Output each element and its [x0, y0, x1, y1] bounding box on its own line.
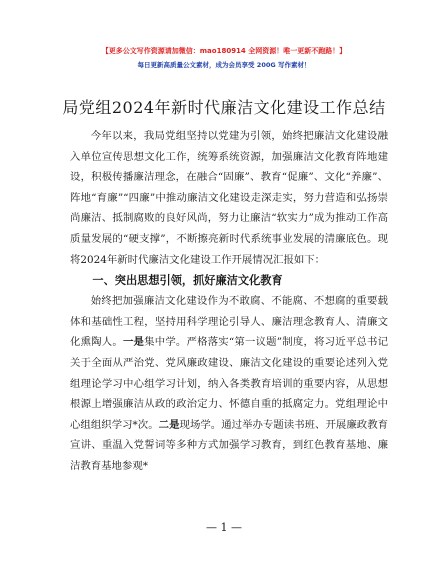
paragraph-text-mid: 集中学。严格落实“第一议题”制度，将习近平总书记关于全面从严治党、党风廉政建设、廉洁文化建设的重要论述列入党组理论学习中心组学习计划，纳入各类教育培训的重要内容，从思想根源上增强廉洁从政的政治定力、怀德自重的抵腐定力。党组理论中心组组织学习*次。 — [70, 336, 389, 431]
document-body — [70, 126, 388, 477]
lead-phrase-1: 一是 — [122, 336, 145, 349]
page-number: — 1 — — [206, 521, 242, 534]
paragraph-text-start: 始终把加强廉洁文化建设作为不敢腐、不能腐、不想腐的重要载体和基础性工程，坚持用科学理论引导人、廉洁理念教育人、清廉文化熏陶人。 — [70, 295, 388, 349]
document-title: 局党组2024年新时代廉洁文化建设工作总结 — [62, 98, 386, 117]
section-1-paragraph — [70, 291, 388, 476]
lead-phrase-2: 二是 — [158, 418, 180, 431]
section-heading-1: 一、突出思想引领，抓好廉洁文化教育 — [92, 274, 283, 288]
paragraph-text-end: 现场学。通过举办专题读书班、开展廉政教育宣讲、重温入党誓词等多种方式加强学习教育，到红色教育基地、廉洁教育基地参观* — [70, 418, 389, 472]
promo-banner-line-2: 每日更新高质量公文素材，成为会员享受 200G 写作素材！ — [137, 61, 311, 69]
intro-paragraph: 今年以来，我局党组坚持以党建为引领，始终把廉洁文化建设融入单位宣传思想文化工作，统筹系统资源，加强廉洁文化教育阵地建设，积极传播廉洁理念，在融合“固廉”、教育“促廉”、文化“养廉”、阵地“育廉”“四廉”中推动廉洁文化建设走深走实，努力营造和弘扬崇尚廉洁、抵制腐败的良好风尚，努力让廉洁“软实力”成为推动工作高质量发展的“硬支撑”，不断擦亮新时代系统事业发展的清廉底色。现将2024年新时代廉洁文化建设工作开展情况汇报如下： — [70, 130, 388, 266]
promo-banner-line-1: 【更多公文写作资源请加微信：mao180914 全网资源！唯一更新不跑路！】 — [101, 47, 347, 55]
